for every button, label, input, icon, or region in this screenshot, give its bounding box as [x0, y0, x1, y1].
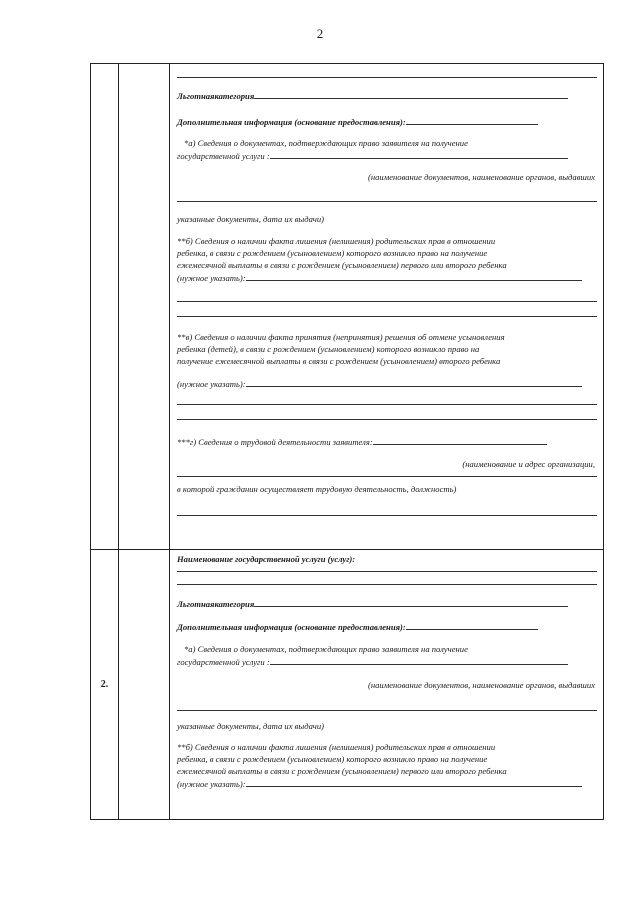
blank-line[interactable] — [177, 201, 597, 202]
empty-cell — [119, 64, 170, 550]
v-field[interactable] — [246, 378, 582, 387]
dop-info-field[interactable] — [406, 116, 538, 125]
row-content — [170, 64, 604, 550]
naim-doc-caption: (наименование документов, наименование органов, выдавших — [368, 680, 595, 690]
row-content — [170, 550, 604, 820]
a-text-line: государственной услуги : — [177, 150, 568, 163]
a-field[interactable] — [270, 656, 568, 665]
form-table — [90, 63, 604, 820]
lgotnaya-label: Льготнаякатегория — [177, 90, 568, 103]
dop-info-label: Дополнительная информация (основание предоставления): — [177, 621, 538, 634]
naim-usl-label: Наименование государственной услуги (услуг): — [177, 554, 356, 564]
a-text-line: *а) Сведения о документах, подтверждающих право заявителя на получение — [184, 138, 468, 148]
v-text-line: ребенка (детей), в связи с рождением (усыновлением) которого возникло право на — [177, 344, 480, 354]
blank-line[interactable] — [177, 404, 597, 405]
g-text-line: в которой гражданин осуществляет трудовую деятельность, должность) — [177, 484, 457, 494]
blank-line[interactable] — [177, 419, 597, 420]
blank-line[interactable] — [177, 584, 597, 585]
b-text-line: (нужное указать): — [177, 778, 582, 791]
b-text-line: ежемесячной выплаты в связи с рождением (усыновлением) первого или второго ребенка — [177, 766, 507, 776]
page-number: 2 — [316, 26, 324, 41]
b-text-line: (нужное указать): — [177, 272, 582, 285]
blank-line[interactable] — [177, 710, 597, 711]
b-field[interactable] — [246, 778, 582, 787]
a-field[interactable] — [270, 150, 568, 159]
b-text-line: ежемесячной выплаты в связи с рождением (усыновлением) первого или второго ребенка — [177, 260, 507, 270]
a-text-line: государственной услуги : — [177, 656, 568, 669]
lgotnaya-field[interactable] — [254, 598, 568, 607]
v-text-line: (нужное указать): — [177, 378, 582, 391]
naim-doc-caption: (наименование документов, наименование органов, выдавших — [368, 172, 595, 182]
ukaz-doc-caption: указанные документы, дата их выдачи) — [177, 214, 325, 224]
v-text-line: **в) Сведения о наличии факта принятия (непринятия) решения об отмене усыновления — [177, 332, 505, 342]
lgotnaya-label: Льготнаякатегория — [177, 598, 568, 611]
g-text-line: ***г) Сведения о трудовой деятельности заявителя: — [177, 436, 547, 449]
dop-info-label: Дополнительная информация (основание предоставления): — [177, 116, 538, 129]
b-text-line: **б) Сведения о наличии факта лишения (нелишения) родительских прав в отношении — [177, 236, 496, 246]
blank-line[interactable] — [177, 77, 597, 78]
g-field[interactable] — [373, 436, 547, 445]
v-text-line: получение ежемесячной выплаты в связи с рождением (усыновлением) второго ребенка — [177, 356, 501, 366]
b-text-line: ребенка, в связи с рождением (усыновлением) которого возникло право на получение — [177, 754, 488, 764]
row-number: 2. — [91, 550, 119, 820]
ukaz-doc-caption: указанные документы, дата их выдачи) — [177, 721, 325, 731]
blank-line[interactable] — [177, 301, 597, 302]
b-field[interactable] — [246, 272, 582, 281]
table-row — [91, 64, 604, 550]
blank-line[interactable] — [177, 316, 597, 317]
empty-cell — [119, 550, 170, 820]
blank-line[interactable] — [177, 571, 597, 572]
table-row — [91, 550, 604, 820]
a-text-line: *а) Сведения о документах, подтверждающих право заявителя на получение — [184, 644, 468, 654]
lgotnaya-field[interactable] — [254, 90, 568, 99]
g-naim-caption: (наименование и адрес организации, — [462, 459, 595, 469]
blank-line[interactable] — [177, 515, 597, 516]
b-text-line: ребенка, в связи с рождением (усыновлением) которого возникло право на получение — [177, 248, 488, 258]
b-text-line: **б) Сведения о наличии факта лишения (нелишения) родительских прав в отношении — [177, 742, 496, 752]
row-number-cell — [91, 64, 119, 550]
dop-info-field[interactable] — [406, 621, 538, 630]
blank-line[interactable] — [177, 476, 597, 477]
